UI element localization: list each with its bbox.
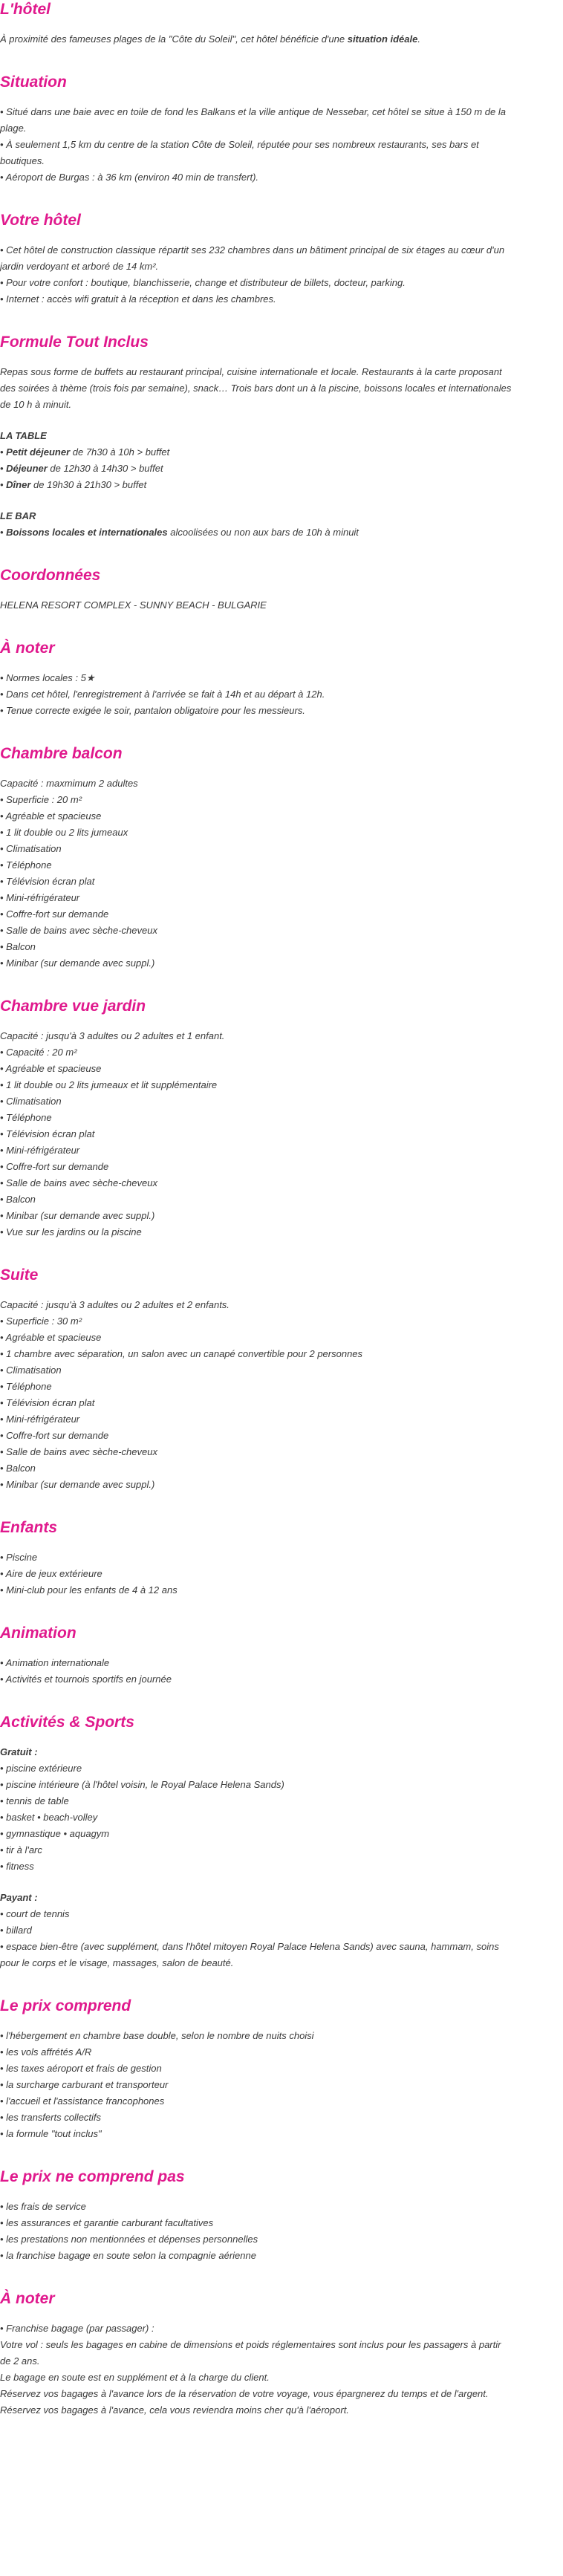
section-title-votre-hotel: Votre hôtel bbox=[0, 212, 81, 229]
list-item: • la franchise bagage en soute selon la compagnie aérienne bbox=[0, 2250, 256, 2261]
room-feature: • Minibar (sur demande avec suppl.) bbox=[0, 1479, 155, 1490]
section-coordonnees bbox=[0, 566, 512, 614]
section-title-activites: Activités & Sports bbox=[0, 1714, 134, 1731]
room-feature: • Coffre-fort sur demande bbox=[0, 1430, 109, 1441]
room-feature: • Agréable et spacieuse bbox=[0, 810, 102, 822]
room-feature: • Télévision écran plat bbox=[0, 876, 95, 887]
room-feature: • Balcon bbox=[0, 1194, 36, 1205]
section-title-animation: Animation bbox=[0, 1624, 77, 1642]
activites-payant-block bbox=[0, 1890, 512, 1971]
room-feature: • Superficie : 30 m² bbox=[0, 1315, 82, 1327]
section-title-chambre-jardin: Chambre vue jardin bbox=[0, 998, 146, 1015]
section-title-prix-ne-comprend: Le prix ne comprend pas bbox=[0, 2168, 185, 2185]
section-suite bbox=[0, 1266, 512, 1493]
room-feature: • Capacité : 20 m² bbox=[0, 1047, 77, 1058]
list-item: • Animation internationale bbox=[0, 1657, 110, 1668]
section-animation bbox=[0, 1624, 512, 1688]
note-line: Réservez vos bagages à l'avance, cela vous reviendra moins cher qu'à l'aéroport. bbox=[0, 2404, 349, 2416]
list-item: • fitness bbox=[0, 1861, 34, 1872]
votre-hotel-line: • Internet : accès wifi gratuit à la réception et dans les chambres. bbox=[0, 293, 276, 305]
hotel-intro-text: À proximité des fameuses plages de la "Côte du Soleil", cet hôtel bénéficie d'une bbox=[0, 33, 348, 45]
activites-payant-title: Payant : bbox=[0, 1892, 38, 1903]
section-title-chambre-balcon: Chambre balcon bbox=[0, 745, 123, 762]
room-feature: • Climatisation bbox=[0, 1096, 62, 1107]
room-feature: • Balcon bbox=[0, 1463, 36, 1474]
room-feature: • 1 lit double ou 2 lits jumeaux bbox=[0, 827, 128, 838]
list-item: • la surcharge carburant et transporteur bbox=[0, 2079, 169, 2090]
room-feature: • Mini-réfrigérateur bbox=[0, 1145, 80, 1156]
room-feature: • Mini-réfrigérateur bbox=[0, 1414, 80, 1425]
list-item: • tennis de table bbox=[0, 1795, 69, 1806]
room-feature: • Télévision écran plat bbox=[0, 1128, 95, 1139]
section-title-suite: Suite bbox=[0, 1266, 39, 1284]
list-item: • les transferts collectifs bbox=[0, 2112, 102, 2123]
bar-hours: alcoolisées ou non aux bars de 10h à minuit bbox=[167, 527, 359, 538]
formule-bar-title: LE BAR bbox=[0, 510, 36, 521]
section-a-noter bbox=[0, 639, 512, 719]
room-feature: • Coffre-fort sur demande bbox=[0, 1161, 109, 1172]
room-feature: • Balcon bbox=[0, 941, 36, 952]
note-line: Votre vol : seuls les bagages en cabine de dimensions et poids réglementaires sont inclus pour les passagers à partir de 2 ans. bbox=[0, 2339, 501, 2367]
note-line: • Dans cet hôtel, l'enregistrement à l'arrivée se fait à 14h et au départ à 12h. bbox=[0, 689, 325, 700]
room-feature: • Minibar (sur demande avec suppl.) bbox=[0, 957, 155, 969]
list-item: • la formule "tout inclus" bbox=[0, 2128, 102, 2139]
room-feature: • Coffre-fort sur demande bbox=[0, 908, 109, 920]
room-feature: • Superficie : 20 m² bbox=[0, 794, 82, 805]
section-a-noter-bagages bbox=[0, 2289, 512, 2419]
section-prix-ne-comprend bbox=[0, 2167, 512, 2264]
room-feature: • Salle de bains avec sèche-cheveux bbox=[0, 1446, 157, 1457]
section-enfants bbox=[0, 1518, 512, 1598]
note-line: • Normes locales : 5★ bbox=[0, 672, 95, 683]
section-title-formule: Formule Tout Inclus bbox=[0, 334, 149, 351]
list-item: • tir à l'arc bbox=[0, 1844, 42, 1855]
room-feature: • Climatisation bbox=[0, 1365, 62, 1376]
list-item: • court de tennis bbox=[0, 1908, 70, 1919]
note-line: Réservez vos bagages à l'avance lors de la réservation de votre voyage, vous épargnerez du temps et de l'argent. bbox=[0, 2388, 489, 2399]
votre-hotel-line: • Cet hôtel de construction classique répartit ses 232 chambres dans un bâtiment principal de six étages au cœur d'un jardin verdoyant et arboré de 14 km². bbox=[0, 244, 505, 272]
section-hotel bbox=[0, 0, 512, 48]
list-item: • Activités et tournois sportifs en journée bbox=[0, 1674, 172, 1685]
section-chambre-jardin bbox=[0, 997, 512, 1240]
list-item: • l'hébergement en chambre base double, selon le nombre de nuits choisi bbox=[0, 2030, 314, 2041]
formule-bar-block bbox=[0, 508, 512, 541]
section-formule bbox=[0, 333, 512, 541]
bar-drinks: Boissons locales et internationales bbox=[6, 527, 168, 538]
list-item: • billard bbox=[0, 1925, 32, 1936]
meal-line bbox=[0, 444, 512, 461]
meal-line bbox=[0, 477, 512, 493]
room-feature: • Téléphone bbox=[0, 859, 52, 871]
room-feature: • Salle de bains avec sèche-cheveux bbox=[0, 1177, 157, 1188]
meal-line bbox=[0, 461, 512, 477]
activites-gratuit-title: Gratuit : bbox=[0, 1746, 38, 1757]
bullet: • bbox=[0, 527, 7, 538]
bar-line bbox=[0, 524, 512, 541]
meal-hours: de 19h30 à 21h30 > buffet bbox=[30, 479, 147, 490]
room-feature: • Vue sur les jardins ou la piscine bbox=[0, 1226, 142, 1237]
hotel-intro-end: . bbox=[417, 33, 420, 45]
room-feature: • Salle de bains avec sèche-cheveux bbox=[0, 925, 157, 936]
list-item: • les frais de service bbox=[0, 2201, 86, 2212]
section-title-a-noter-bagages: À noter bbox=[0, 2290, 55, 2307]
list-item: • piscine intérieure (à l'hôtel voisin, le Royal Palace Helena Sands) bbox=[0, 1779, 284, 1790]
room-feature: • 1 lit double ou 2 lits jumeaux et lit supplémentaire bbox=[0, 1079, 218, 1090]
list-item: • piscine extérieure bbox=[0, 1763, 82, 1774]
bullet: • bbox=[0, 463, 7, 474]
list-item: • espace bien-être (avec supplément, dans l'hôtel mitoyen Royal Palace Helena Sands) avec sauna, hammam, soins pour le corps et le visage, massages, salon de beauté. bbox=[0, 1941, 499, 1968]
meal-hours: de 12h30 à 14h30 > buffet bbox=[47, 463, 163, 474]
situation-line: • Aéroport de Burgas : à 36 km (environ 40 min de transfert). bbox=[0, 172, 259, 183]
meal-name: Petit déjeuner bbox=[6, 446, 71, 458]
formule-table-block bbox=[0, 428, 512, 493]
section-title-hotel: L'hôtel bbox=[0, 1, 51, 18]
hotel-address: HELENA RESORT COMPLEX - SUNNY BEACH - BULGARIE bbox=[0, 599, 267, 611]
section-votre-hotel bbox=[0, 211, 512, 308]
hotel-intro-highlight: situation idéale bbox=[347, 33, 418, 45]
hotel-intro bbox=[0, 31, 512, 48]
meal-hours: de 7h30 à 10h > buffet bbox=[70, 446, 170, 458]
list-item: • les taxes aéroport et frais de gestion bbox=[0, 2063, 162, 2074]
list-item: • les prestations non mentionnées et dépenses personnelles bbox=[0, 2234, 258, 2245]
list-item: • gymnastique • aquagym bbox=[0, 1828, 110, 1839]
list-item: • les assurances et garantie carburant facultatives bbox=[0, 2217, 214, 2228]
meal-name: Dîner bbox=[6, 479, 31, 490]
room-feature: • Télévision écran plat bbox=[0, 1397, 95, 1408]
room-feature: • Téléphone bbox=[0, 1112, 52, 1123]
room-feature: • Climatisation bbox=[0, 843, 62, 854]
note-line: Le bagage en soute est en supplément et à la charge du client. bbox=[0, 2372, 270, 2383]
votre-hotel-line: • Pour votre confort : boutique, blanchisserie, change et distributeur de billets, docteur, parking. bbox=[0, 277, 406, 288]
list-item: • Aire de jeux extérieure bbox=[0, 1568, 102, 1579]
room-feature: • Minibar (sur demande avec suppl.) bbox=[0, 1210, 155, 1221]
section-situation bbox=[0, 73, 512, 186]
list-item: • Piscine bbox=[0, 1552, 38, 1563]
list-item: • Mini-club pour les enfants de 4 à 12 ans bbox=[0, 1584, 178, 1596]
section-activites bbox=[0, 1713, 512, 1971]
note-line: • Tenue correcte exigée le soir, pantalon obligatoire pour les messieurs. bbox=[0, 705, 305, 716]
meal-name: Déjeuner bbox=[6, 463, 48, 474]
bullet: • bbox=[0, 479, 7, 490]
room-feature: • Agréable et spacieuse bbox=[0, 1332, 102, 1343]
section-prix-comprend bbox=[0, 1997, 512, 2142]
note-line: • Franchise bagage (par passager) : bbox=[0, 2323, 154, 2334]
room-feature: • Téléphone bbox=[0, 1381, 52, 1392]
formule-intro: Repas sous forme de buffets au restaurant principal, cuisine internationale et locale. Restaurants à la carte proposant des soirées à thème (trois fois par semaine), snack… Trois bars dont un à la piscine, boissons locales et internationales de 10 h à minuit. bbox=[0, 366, 512, 410]
room-feature: Capacité : jusqu'à 3 adultes ou 2 adultes et 2 enfants. bbox=[0, 1299, 230, 1310]
room-feature: • Agréable et spacieuse bbox=[0, 1063, 102, 1074]
section-title-coordonnees: Coordonnées bbox=[0, 567, 101, 584]
section-title-enfants: Enfants bbox=[0, 1519, 58, 1536]
section-title-prix-comprend: Le prix comprend bbox=[0, 1997, 131, 2014]
list-item: • les vols affrétés A/R bbox=[0, 2046, 92, 2058]
room-feature: • 1 chambre avec séparation, un salon avec un canapé convertible pour 2 personnes bbox=[0, 1348, 363, 1359]
section-title-situation: Situation bbox=[0, 74, 67, 91]
formule-table-title: LA TABLE bbox=[0, 430, 47, 441]
list-item: • l'accueil et l'assistance francophones bbox=[0, 2095, 165, 2107]
section-title-a-noter: À noter bbox=[0, 640, 55, 657]
situation-line: • À seulement 1,5 km du centre de la station Côte de Soleil, réputée pour ses nombreux restaurants, ses bars et boutiques. bbox=[0, 139, 479, 166]
section-chambre-balcon bbox=[0, 744, 512, 972]
room-feature: Capacité : maxmimum 2 adultes bbox=[0, 778, 138, 789]
room-feature: • Mini-réfrigérateur bbox=[0, 892, 80, 903]
room-feature: Capacité : jusqu'à 3 adultes ou 2 adultes et 1 enfant. bbox=[0, 1030, 225, 1041]
situation-line: • Situé dans une baie avec en toile de fond les Balkans et la ville antique de Nessebar, cet hôtel se situe à 150 m de la plage. bbox=[0, 106, 506, 134]
bullet: • bbox=[0, 446, 7, 458]
list-item: • basket • beach-volley bbox=[0, 1812, 98, 1823]
